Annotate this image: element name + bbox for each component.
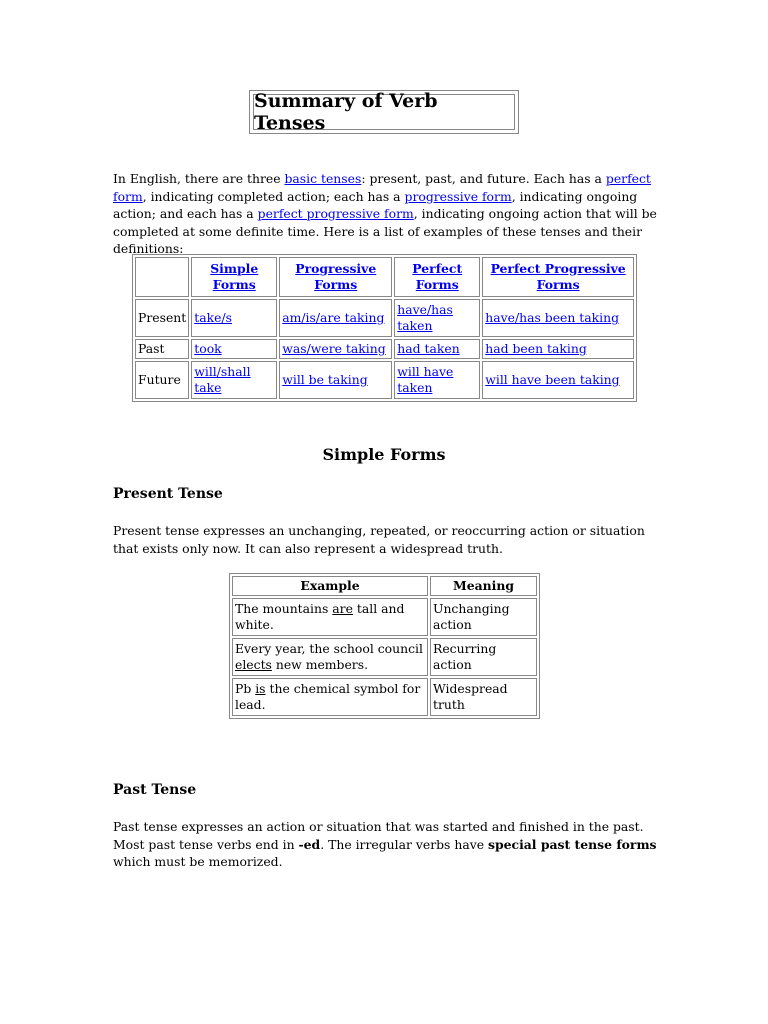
table-row	[135, 339, 634, 359]
intro-paragraph	[113, 170, 658, 258]
table-cell	[279, 299, 392, 337]
example-header: Example	[232, 576, 428, 596]
tense-table	[132, 254, 637, 402]
table-cell	[191, 339, 277, 359]
tense-link[interactable]: had taken	[397, 340, 460, 356]
tense-link[interactable]: have/has been taking	[485, 309, 620, 325]
tense-link[interactable]: will/shall take	[194, 363, 251, 395]
tense-link[interactable]: will be taking	[282, 371, 368, 387]
tense-link[interactable]: am/is/are taking	[282, 309, 385, 325]
table-cell	[279, 361, 392, 399]
table-cell	[279, 339, 392, 359]
special-forms-text: special past tense forms	[488, 836, 657, 852]
header-link[interactable]: Perfect Progressive Forms	[490, 260, 626, 292]
intro-text: , indicating ongoing action that will be completed at some definite time. Here is a list of examples of these tenses and their definitions:	[113, 206, 657, 256]
tense-link[interactable]: had been taking	[485, 340, 587, 356]
row-label: Present	[135, 299, 189, 337]
tense-table-header-row	[135, 257, 634, 297]
meaning-cell: Recurring action	[430, 638, 537, 676]
intro-text: In English, there are three	[113, 171, 285, 186]
table-cell	[482, 361, 634, 399]
perfect-form-link[interactable]: perfect form	[113, 171, 651, 204]
verb: elects	[235, 657, 272, 672]
past-tense-heading: Past Tense	[113, 782, 197, 798]
table-cell	[394, 339, 480, 359]
tense-link[interactable]: take/s	[194, 309, 232, 325]
tense-link[interactable]: will have taken	[397, 363, 454, 395]
table-cell	[191, 299, 277, 337]
table-row	[232, 678, 537, 716]
intro-text: , indicating ongoing action; and each has a	[113, 188, 638, 221]
table-cell	[394, 361, 480, 399]
table-cell	[191, 361, 277, 399]
basic-tenses-link[interactable]: basic tenses	[284, 171, 362, 186]
row-label: Future	[135, 361, 189, 399]
table-row	[135, 299, 634, 337]
ed-suffix: -ed	[298, 836, 321, 852]
header-link[interactable]: Progressive Forms	[295, 260, 377, 292]
example-cell: Every year, the school council elects new members.	[232, 638, 428, 676]
present-examples-table	[229, 573, 540, 719]
verb: is	[255, 680, 266, 696]
meaning-header: Meaning	[430, 576, 537, 596]
tense-link[interactable]: will have been taking	[485, 371, 620, 387]
row-label: Past	[135, 339, 189, 359]
perfect-progressive-form-link[interactable]: perfect progressive form	[257, 206, 414, 221]
example-cell: The mountains are tall and white.	[232, 598, 428, 636]
table-row	[135, 361, 634, 399]
header-link[interactable]: Perfect Forms	[412, 260, 463, 292]
tense-link[interactable]: took	[194, 340, 222, 356]
example-cell: Pb is the chemical symbol for lead.	[232, 678, 428, 716]
header-simple-forms	[191, 257, 277, 297]
page-title: Summary of Verb Tenses	[253, 94, 515, 130]
header-progressive-forms	[279, 257, 392, 297]
header-perfect-progressive-forms	[482, 257, 634, 297]
header-perfect-forms	[394, 257, 480, 297]
table-cell	[482, 299, 634, 337]
present-tense-heading: Present Tense	[113, 486, 223, 502]
past-tense-paragraph: Past tense expresses an action or situation that was started and finished in the past. Most past tense verbs end in -ed. The irregular verbs have special past tense forms which must be memorized.	[113, 819, 657, 869]
table-row	[232, 638, 537, 676]
verb: are	[332, 600, 353, 616]
intro-text: : present, past, and future. Each has a	[361, 171, 606, 186]
tense-link[interactable]: was/were taking	[282, 340, 386, 356]
title-box	[249, 90, 519, 134]
section-heading: Simple Forms	[322, 445, 446, 464]
intro-text: , indicating completed action; each has a	[142, 188, 405, 204]
tense-link[interactable]: have/has taken	[397, 301, 453, 333]
table-cell	[482, 339, 634, 359]
empty-corner-cell	[135, 257, 189, 297]
table-row	[232, 598, 537, 636]
present-tense-paragraph: Present tense expresses an unchanging, repeated, or reoccurring action or situation that exists only now. It can also represent a widespread truth.	[113, 523, 645, 556]
meaning-cell: Widespread truth	[430, 678, 537, 716]
meaning-cell: Unchanging action	[430, 598, 537, 636]
progressive-form-link[interactable]: progressive form	[404, 188, 512, 204]
examples-header-row	[232, 576, 537, 596]
table-cell	[394, 299, 480, 337]
header-link[interactable]: Simple Forms	[210, 260, 259, 292]
